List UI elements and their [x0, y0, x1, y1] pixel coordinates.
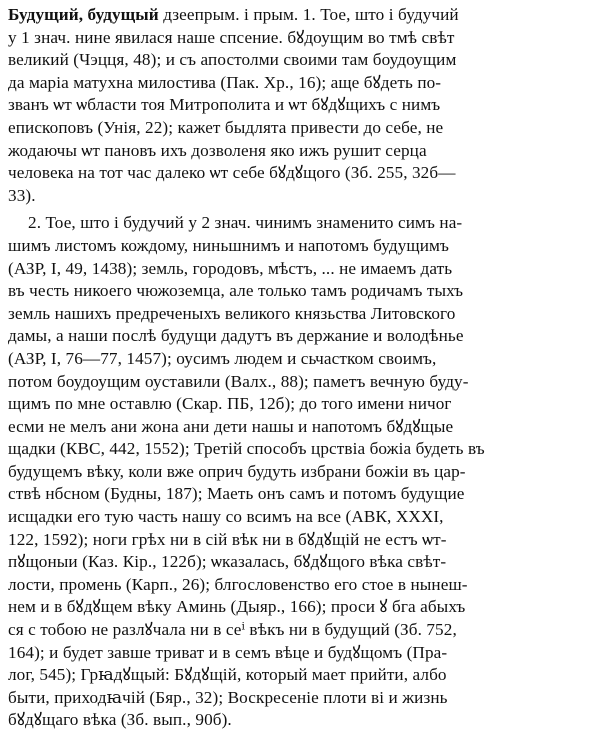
definition-line: есми не мелъ ани жона ани дети нашы и напотомъ бꙋдꙋщые	[8, 416, 454, 436]
definition-line: великий (Чэцця, 48); и съ апостолми своими там боудоущим	[8, 50, 457, 70]
definition-line: человека на тот час далеко ѡт себе бꙋдꙋщого (Зб. 255, 32б—	[8, 163, 456, 183]
definition-line: щимъ по мне оставлю (Скар. ПБ, 12б); до того имени ничог	[8, 394, 452, 414]
definition-line: 2. Тое, што і будучий у 2 знач. чинимъ знаменито симъ на-	[28, 213, 463, 233]
entry-sense-2	[8, 212, 598, 732]
definition-line: дамы, а наши послѣ будущи дадутъ въ держание и володѣнье	[8, 326, 464, 346]
definition-line: лог, 545); Грꙗдꙋщый: Бꙋдꙋщій, который мает прийти, албо	[8, 665, 447, 685]
definition-line: бꙋдꙋщаго вѣка (Зб. вып., 90б).	[8, 710, 232, 730]
definition-line: будущемъ вѣку, коли вже оприч будуть избрани божіи въ цар-	[8, 461, 466, 481]
definition-line: нем и в бꙋдꙋщем вѣку Аминь (Дыяр., 166); проси ꙋ бга абыхъ	[8, 597, 466, 617]
definition-line: пꙋщоныи (Каз. Кір., 122б); ѡказалась, бꙋдꙋщого вѣка свѣт-	[8, 552, 447, 572]
definition-line: ся с тобою не разлꙋчала ни в сеⁱ вѣкъ ни в будущий (Зб. 752,	[8, 620, 457, 640]
definition-line: (АЗР, I, 49, 1438); земль, городовъ, мѣстъ, ... не имаемъ дать	[8, 258, 453, 278]
definition-line: лости, промень (Карп., 26); блгословенство его стое в нынеш-	[8, 574, 468, 594]
entry-sense-1	[8, 4, 598, 207]
definition-line: 122, 1592); ноги грѣх ни в сій вѣк ни в бꙋдꙋщій не естъ ѡт-	[8, 529, 447, 549]
definition-line: 164); и будет завше триват и в семъ вѣце и будꙋщомъ (Пра-	[8, 642, 448, 662]
definition-line: у 1 знач. нине явилася наше спсение. бꙋдоущим во тмѣ свѣт	[8, 27, 455, 47]
definition-line: 33).	[8, 185, 36, 205]
definition-line: земль нашихъ предреченыхъ великого князьства Литовского	[8, 303, 456, 323]
entry-first-line	[8, 4, 598, 27]
definition-line: да маріа матухна милостива (Пак. Хр., 16); аще бꙋдеть по-	[8, 72, 442, 92]
definition-line: шимъ листомъ кождому, ниньшнимъ и напотомъ будущимъ	[8, 235, 450, 255]
definition-line: жодаючы ѡт пановъ ихъ дозволеня яко ижъ рушит серца	[8, 140, 427, 160]
definition-line: потом боудоущим оуставили (Валх., 88); паметъ вечную буду-	[8, 371, 469, 391]
definition-line: быти, приходꙗчій (Бяр., 32); Воскресеніе плоти ві и жизнь	[8, 687, 448, 707]
definition-line: въ честь никоего чюжоземца, але только тамъ родичамъ тыхъ	[8, 281, 464, 301]
definition-line: ствѣ нбсном (Будны, 187); Маеть онъ самъ и потомъ будущие	[8, 484, 465, 504]
definition-line: дзеепрым. і прым. 1. Тое, што і будучий	[163, 5, 459, 24]
definition-line: (АЗР, I, 76—77, 1457); оусимъ людем и сьчастком своимъ,	[8, 348, 437, 368]
definition-line: щадки (КВС, 442, 1552); Третій способъ црствіа божіа будеть въ	[8, 439, 485, 459]
headword: Будущий, будущый	[8, 5, 159, 24]
definition-line: епископовъ (Унія, 22); кажет быдлята привести до себе, не	[8, 117, 444, 137]
definition-line: исщадки его тую часть нашу со всимъ на все (АВК, XXXI,	[8, 507, 444, 527]
definition-line: званъ ѡт ѡбласти тоя Митрополита и ѡт бꙋдꙋщихъ с нимъ	[8, 95, 441, 115]
